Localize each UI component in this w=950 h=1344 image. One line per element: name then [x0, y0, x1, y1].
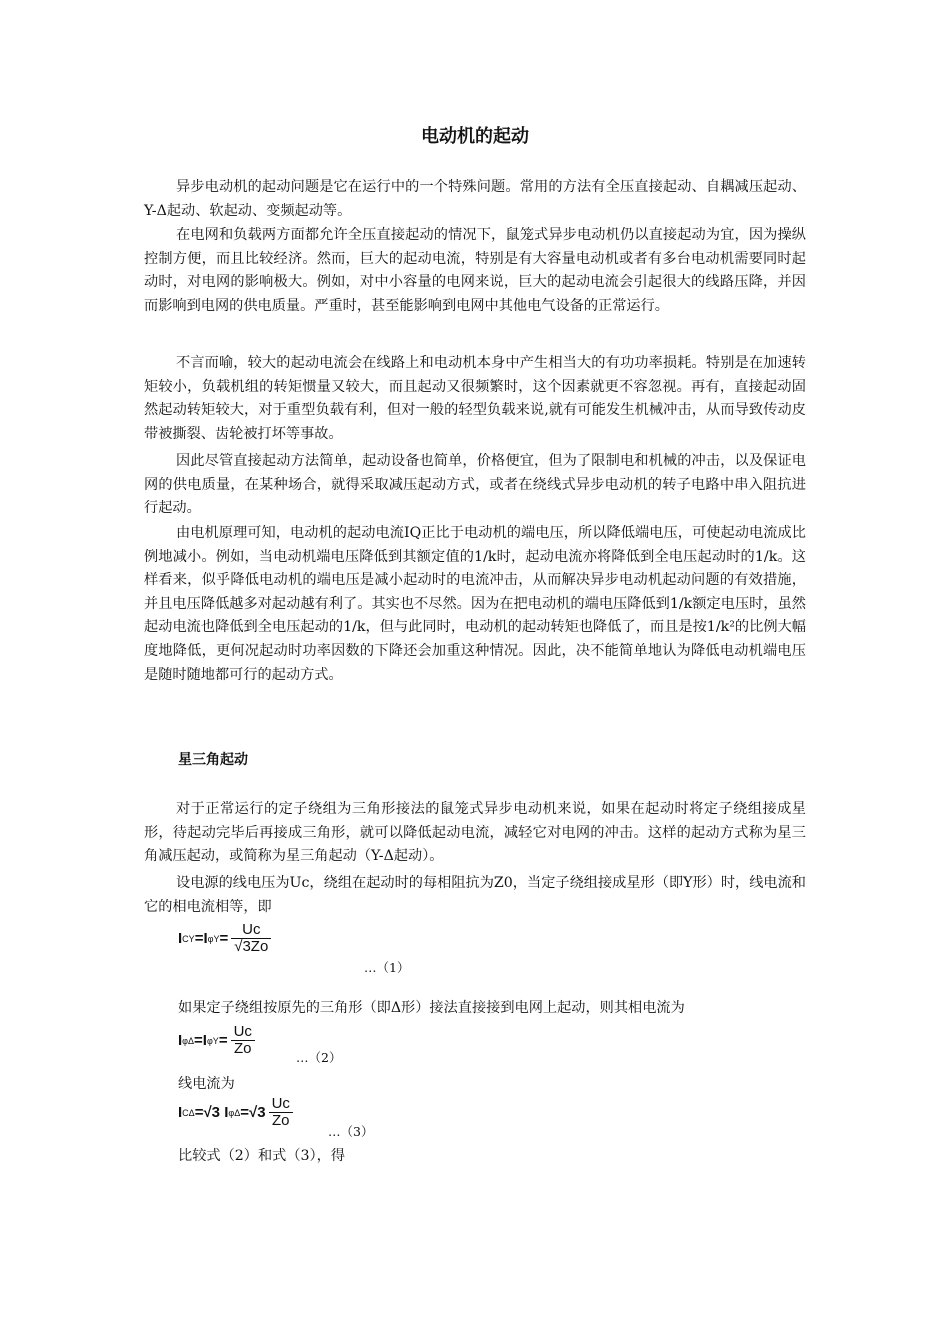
paragraph-intro: 异步电动机的起动问题是它在运行中的一个特殊问题。常用的方法有全压直接起动、自耦减压起动、Y-Δ起动、软起动、变频起动等。 [144, 179, 806, 219]
equation-number-2: …（2） [296, 1050, 342, 1065]
equation-number-1: …（1） [364, 960, 410, 975]
paragraph-line-current: 线电流为 [178, 1076, 235, 1092]
section-heading: 星三角起动 [178, 752, 248, 768]
formula-1: I CY =I φY = $\frac{Uc}{√3Zo}$ [178, 922, 271, 955]
equation-number-3: …（3） [328, 1124, 374, 1139]
fraction: $\frac{Uc}{Zo}$ [231, 1024, 255, 1057]
paragraph-reduced-voltage: 因此尽管直接起动方法简单，起动设备也简单，价格便宜，但为了限制电和机械的冲击，以及保证电网的供电质量，在某种场合，就得采取减压起动方式，或者在绕线式异步电动机的转子电路中串入阻抗进行起动。 [144, 453, 806, 517]
paragraph-motor-principle: 由电机原理可知，电动机的起动电流IQ正比于电动机的端电压，所以降低端电压，可使起动电流成比例地减小。例如，当电动机端电压降低到其额定值的1/k时，起动电流亦将降低到全电压起动时的1/k。这样看来，似乎降低电动机的端电压是减小起动时的电流冲击，从而解决异步电动机起动问题的有效措施，并且电压降低越多对起动越有利了。其实也不尽然。因为在把电动机的端电压降低到1/k额定电压时，虽然起动电流也降低到全电压起动的1/k，但与此同时，电动机的起动转矩也降低了，而且是按1/k²的比例大幅度地降低，更何况起动时功率因数的下降还会加重这种情况。因此，决不能简单地认为降低电动机端电压是随时随地都可行的起动方式。 [144, 525, 806, 683]
fraction: $\frac{Uc}{Zo}$ [269, 1096, 293, 1129]
paragraph-delta-phase: 如果定子绕组按原先的三角形（即Δ形）接法直接接到电网上起动，则其相电流为 [178, 1000, 685, 1016]
paragraph-star-delta: 对于正常运行的定子绕组为三角形接法的鼠笼式异步电动机来说，如果在起动时将定子绕组接成星形，待起动完毕后再接成三角形，就可以降低起动电流，减轻它对电网的冲击。这样的起动方式称为星三角减压起动，或简称为星三角起动（Y-Δ起动）。 [144, 801, 806, 865]
page-title: 电动机的起动 [421, 126, 529, 147]
paragraph-power-loss: 不言而喻，较大的起动电流会在线路上和电动机本身中产生相当大的有功功率损耗。特别是在加速转矩较小，负载机组的转矩惯量又较大，而且起动又很频繁时，这个因素就更不容忽视。再有，直接起动固然起动转矩较大，对于重型负载有利，但对一般的轻型负载来说,就有可能发生机械冲击，从而导致传动皮带被撕裂、齿轮被打坏等事故。 [144, 355, 806, 442]
fraction: $\frac{Uc}{√3Zo}$ [231, 922, 271, 955]
paragraph-direct-start: 在电网和负载两方面都允许全压直接起动的情况下，鼠笼式异步电动机仍以直接起动为宜，因为操纵控制方便，而且比较经济。然而，巨大的起动电流，特别是有大容量电动机或者有多台电动机需要同时起动时，对电网的影响极大。例如，对中小容量的电网来说，巨大的起动电流会引起很大的线路压降，并因而影响到电网的供电质量。严重时，甚至能影响到电网中其他电气设备的正常运行。 [144, 227, 806, 314]
formula-3: I CΔ =√3 I φΔ =√3 $\frac{Uc}{Zo}$ [178, 1096, 293, 1129]
formula-2: I φΔ =I φY = $\frac{Uc}{Zo}$ [178, 1024, 255, 1057]
paragraph-line-voltage: 设电源的线电压为Uc，绕组在起动时的每相阻抗为Z0，当定子绕组接成星形（即Y形）时，线电流和它的相电流相等，即 [144, 875, 806, 915]
paragraph-compare: 比较式（2）和式（3），得 [178, 1148, 346, 1164]
